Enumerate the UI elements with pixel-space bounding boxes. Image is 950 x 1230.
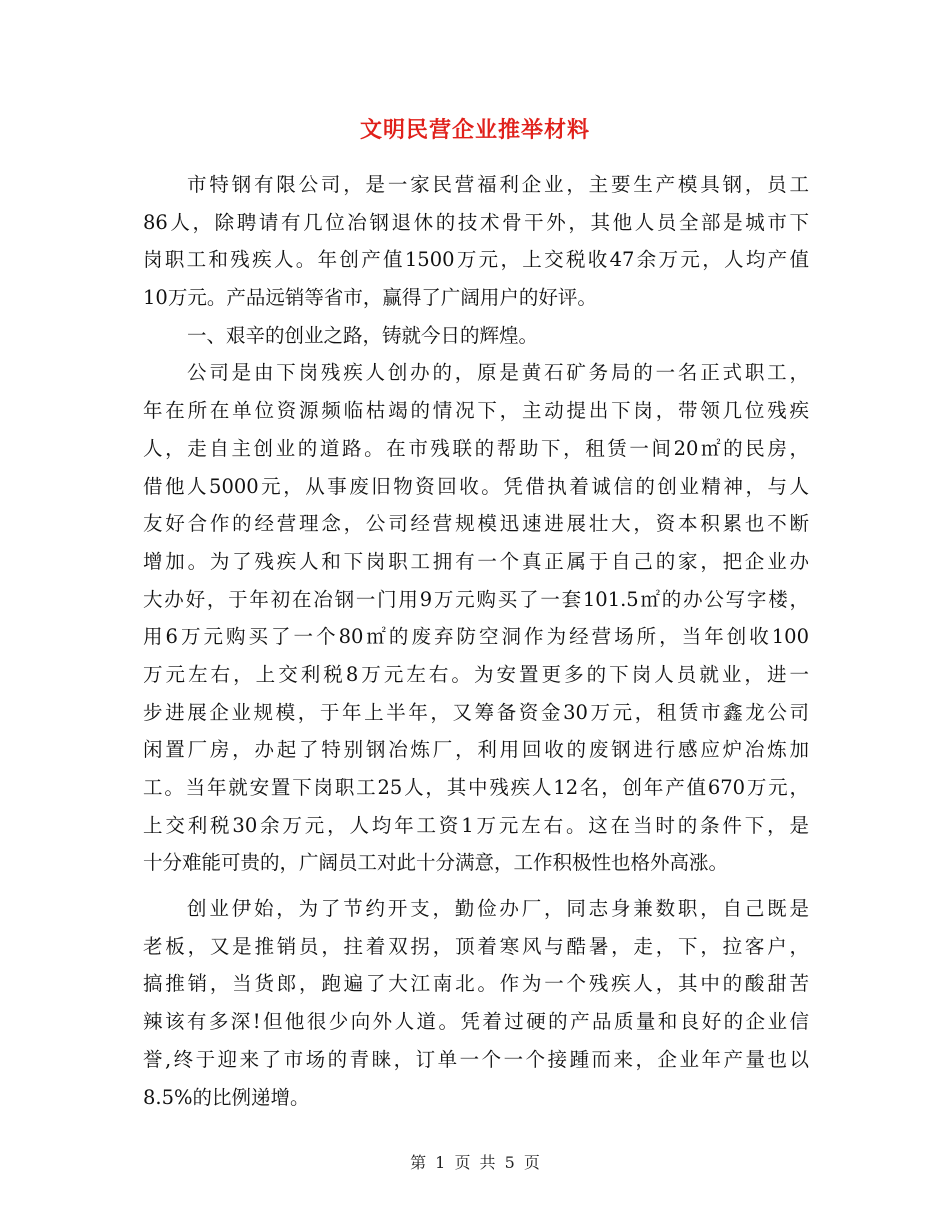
text-line: 10万元。产品远销等省市，赢得了广阔用户的好评。 xyxy=(143,286,597,310)
text-line: 大办好，于年初在冶钢一门用9万元购买了一套101.5㎡的办公写字楼， xyxy=(143,587,809,611)
text-line: 增加。为了残疾人和下岗职工拥有一个真正属于自己的家，把企业办 xyxy=(143,549,809,573)
paragraph-gap xyxy=(143,882,809,890)
text-line: 公司是由下岗残疾人创办的，原是黄石矿务局的一名正式职工， xyxy=(187,361,809,385)
text-line: 86人，除聘请有几位冶钢退休的技术骨干外，其他人员全部是城市下 xyxy=(143,210,809,234)
page-number-footer: 第 1 页 共 5 页 xyxy=(410,1153,540,1172)
text-line: 市特钢有限公司，是一家民营福利企业，主要生产模具钢，员工 xyxy=(187,173,809,196)
document-title: 文明民营企业推举材料 xyxy=(359,117,590,143)
text-line: 8.5%的比例递增。 xyxy=(143,1085,310,1109)
text-line: 十分难能可贵的，广阔员工对此十分满意，工作积极性也格外高涨。 xyxy=(143,851,729,875)
text-line: 人，走自主创业的道路。在市残联的帮助下，租赁一间20㎡的民房， xyxy=(143,436,809,460)
text-line: 誉,终于迎来了市场的青睐，订单一个一个接踵而来，企业年产量也以 xyxy=(143,1047,809,1071)
text-line: 友好合作的经营理念，公司经营规模迅速进展壮大，资本积累也不断 xyxy=(143,512,809,536)
document-body xyxy=(143,166,809,1116)
text-line: 闲置厂房，办起了特别钢冶炼厂，利用回收的废钢进行感应炉冶炼加 xyxy=(143,738,809,762)
text-line: 借他人5000元，从事废旧物资回收。凭借执着诚信的创业精神，与人 xyxy=(143,474,809,498)
text-line: 用6万元购买了一个80㎡的废弃防空洞作为经营场所，当年创收100 xyxy=(143,625,809,649)
text-line: 老板，又是推销员，拄着双拐，顶着寒风与酷暑，走，下，拉客户， xyxy=(143,934,809,958)
text-line: 搞推销，当货郎，跑遍了大江南北。作为一个残疾人，其中的酸甜苦 xyxy=(143,972,809,996)
text-line: 工。当年就安置下岗职工25人，其中残疾人12名，创年产值670万元， xyxy=(143,776,809,799)
text-line: 步进展企业规模，于年上半年，又筹备资金30万元，租赁市鑫龙公司 xyxy=(143,700,809,724)
text-line: 辣该有多深!但他很少向外人道。凭着过硬的产品质量和良好的企业信 xyxy=(143,1010,809,1034)
text-line: 创业伊始，为了节约开支，勤俭办厂，同志身兼数职，自己既是 xyxy=(187,897,809,921)
section-heading: 一、艰辛的创业之路，铸就今日的辉煌。 xyxy=(187,323,539,347)
text-line: 上交利税30余万元，人均年工资1万元左右。这在当时的条件下，是 xyxy=(143,813,809,837)
text-line: 岗职工和残疾人。年创产值1500万元，上交税收47余万元，人均产值 xyxy=(143,248,809,272)
text-line: 万元左右，上交利税8万元左右。为安置更多的下岗人员就业，进一 xyxy=(143,662,809,686)
text-line: 年在所在单位资源频临枯竭的情况下，主动提出下岗，带领几位残疾 xyxy=(143,399,809,423)
